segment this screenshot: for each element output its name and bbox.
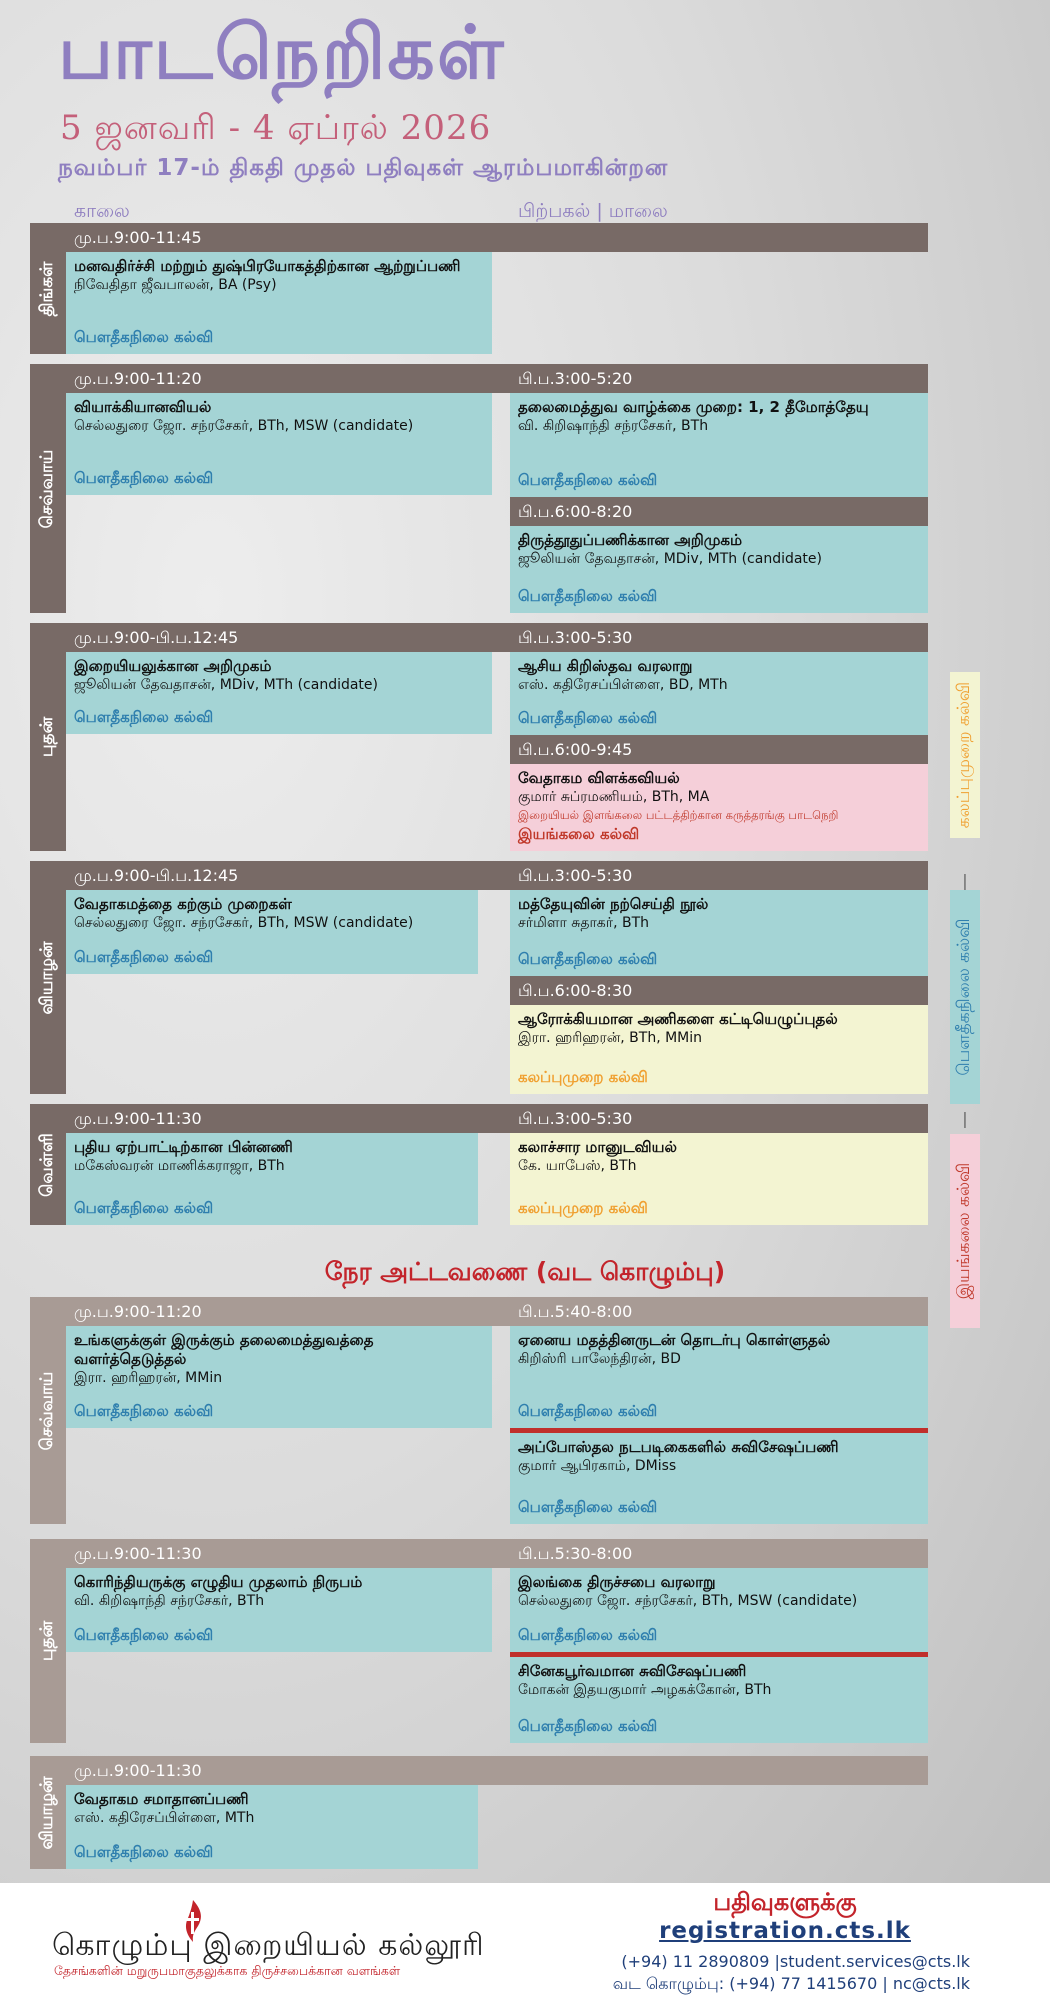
time-pm: பி.ப.3:00-5:30	[518, 866, 633, 885]
time-bar-friday	[66, 1104, 928, 1133]
north-course-card-tuesday-pm1[interactable]	[510, 1326, 928, 1428]
course-card-friday-am[interactable]	[66, 1133, 478, 1225]
course-category: பௌதீகநிலை கல்வி	[518, 1717, 658, 1735]
course-category: பௌதீகநிலை கல்வி	[74, 948, 214, 966]
day-label-thursday: வியாழன்	[37, 1776, 57, 1849]
north-time-bar-tuesday	[66, 1297, 928, 1326]
time-pm: பி.ப.5:30-8:00	[518, 1544, 633, 1563]
course-instructor: மகேஸ்வரன் மாணிக்கராஜா, BTh	[74, 1158, 285, 1174]
north-course-card-tuesday-am[interactable]	[66, 1326, 492, 1428]
course-instructor: எஸ். கதிரேசப்பிள்ளை, MTh	[74, 1810, 255, 1826]
registration-heading: பதிவுகளுக்கு	[713, 1888, 857, 1916]
time-bar-thursday	[66, 861, 928, 890]
course-title: வேதாகம விளக்கவியல்	[518, 769, 680, 787]
course-title: வியாக்கியானவியல்	[74, 398, 212, 416]
time-bar-monday-am: மு.ப.9:00-11:45	[66, 223, 928, 252]
day-label-wednesday: புதன்	[37, 1620, 57, 1662]
time-pm: பி.ப.3:00-5:30	[518, 1109, 633, 1128]
course-category: பௌதீகநிலை கல்வி	[74, 469, 214, 487]
course-title: இலங்கை திருச்சபை வரலாறு	[518, 1573, 716, 1591]
course-category: பௌதீகநிலை கல்வி	[518, 587, 658, 605]
day-column-tuesday	[30, 364, 66, 613]
north-time-bar-thursday: மு.ப.9:00-11:30	[66, 1756, 928, 1785]
course-title: மத்தேயுவின் நற்செய்தி நூல்	[518, 895, 709, 913]
north-day-column-tuesday	[30, 1297, 66, 1524]
legend-physical-label: பௌதீகநிலை கல்வி	[954, 918, 974, 1076]
course-instructor: கே. யாபேஸ், BTh	[518, 1158, 637, 1174]
time-pm: பி.ப.3:00-5:20	[518, 369, 633, 388]
course-card-monday-am[interactable]	[66, 252, 492, 354]
course-category: பௌதீகநிலை கல்வி	[74, 1402, 214, 1420]
north-day-column-wednesday	[30, 1539, 66, 1743]
registration-start-notice: நவம்பர் 17-ம் திகதி முதல் பதிவுகள் ஆரம்பமாகின்றன	[58, 155, 669, 181]
page-title: பாடநெறிகள்	[58, 10, 506, 96]
north-time-bar-wednesday	[66, 1539, 928, 1568]
course-instructor: நிவேதிதா ஜீவபாலன், BA (Psy)	[74, 277, 277, 293]
day-column-friday	[30, 1104, 66, 1225]
course-title: அப்போஸ்தல நடபடிகைகளில் சுவிசேஷப்பணி	[518, 1438, 839, 1456]
day-label-friday: வெள்ளி	[37, 1132, 57, 1197]
course-category: பௌதீகநிலை கல்வி	[518, 1402, 658, 1420]
time-bar-wednesday-pm2: பி.ப.6:00-9:45	[510, 735, 928, 764]
course-title: சினேகபூர்வமான சுவிசேஷப்பணி	[518, 1662, 747, 1680]
course-category: பௌதீகநிலை கல்வி	[518, 471, 658, 489]
course-card-wednesday-pm1[interactable]	[510, 652, 928, 735]
college-tagline: தேசங்களின் மறுருபமாகுதலுக்காக திருச்சபைக்கான வளங்கள்	[54, 1963, 401, 1978]
course-instructor: குமார் சுப்ரமணியம், BTh, MA	[518, 789, 710, 805]
course-instructor: கிறிஸ்ரி பாலேந்திரன், BD	[518, 1351, 681, 1367]
course-instructor: எஸ். கதிரேசப்பிள்ளை, BD, MTh	[518, 677, 728, 693]
time-am: மு.ப.9:00-11:20	[74, 369, 202, 388]
course-instructor: செல்லதுரை ஜோ. சந்ரசேகர், BTh, MSW (candidate)	[74, 915, 414, 931]
registration-link[interactable]: registration.cts.lk	[659, 1918, 911, 1944]
course-category: பௌதீகநிலை கல்வி	[518, 709, 658, 727]
morning-column-heading: காலை	[74, 200, 130, 222]
legend-hybrid-label: கலப்புமுறை கல்வி	[954, 681, 974, 829]
course-instructor: குமார் ஆபிரகாம், DMiss	[518, 1458, 677, 1474]
course-instructor: ஜூலியன் தேவதாசன், MDiv, MTh (candidate)	[518, 551, 823, 567]
course-instructor: இரா. ஹரிஹரன், BTh, MMin	[518, 1030, 703, 1046]
college-name: கொழும்பு இறையியல் கல்லூரி	[52, 1928, 485, 1963]
time-am: மு.ப.9:00-பி.ப.12:45	[74, 866, 239, 885]
course-card-tuesday-am[interactable]	[66, 393, 492, 495]
legend-separator: |	[962, 871, 968, 890]
course-card-tuesday-pm1[interactable]	[510, 393, 928, 497]
course-category: இயங்கலை கல்வி	[518, 825, 640, 843]
legend-physical	[950, 890, 980, 1104]
north-course-card-wednesday-pm2[interactable]	[510, 1657, 928, 1743]
north-day-column-thursday	[30, 1756, 66, 1869]
time-am: மு.ப.9:00-11:20	[74, 1302, 202, 1321]
time-bar-tuesday	[66, 364, 928, 393]
north-course-card-wednesday-pm1[interactable]	[510, 1568, 928, 1652]
north-course-card-tuesday-pm2[interactable]	[510, 1433, 928, 1524]
time-pm: பி.ப.5:40-8:00	[518, 1302, 633, 1321]
term-dates: 5 ஜனவரி - 4 ஏப்ரல் 2026	[60, 108, 492, 148]
course-instructor: வி. கிறிஷாந்தி சந்ரசேகர், BTh	[74, 1593, 265, 1609]
course-instructor: சர்மிளா சுதாகர், BTh	[518, 915, 650, 931]
course-card-tuesday-pm2[interactable]	[510, 526, 928, 613]
day-label-monday: திங்கள்	[37, 260, 57, 317]
day-column-thursday	[30, 861, 66, 1094]
course-card-wednesday-am[interactable]	[66, 652, 492, 734]
day-label-wednesday: புதன்	[37, 716, 57, 758]
course-title: வேதாகமத்தை கற்கும் முறைகள்	[74, 895, 292, 913]
course-title: இறையியலுக்கான அறிமுகம்	[74, 657, 272, 675]
time-bar-wednesday	[66, 623, 928, 652]
day-label-tuesday: செவ்வாய்	[37, 449, 57, 528]
course-category: பௌதீகநிலை கல்வி	[518, 1626, 658, 1644]
time-am: மு.ப.9:00-11:30	[74, 1544, 202, 1563]
legend-online	[950, 1134, 980, 1328]
course-instructor: ஜூலியன் தேவதாசன், MDiv, MTh (candidate)	[74, 677, 379, 693]
time-bar-tuesday-pm2: பி.ப.6:00-8:20	[510, 497, 928, 526]
day-column-monday	[30, 223, 66, 354]
time-am: மு.ப.9:00-பி.ப.12:45	[74, 628, 239, 647]
day-label-tuesday: செவ்வாய்	[37, 1371, 57, 1450]
delivery-mode-legend	[950, 672, 980, 1328]
course-title: புதிய ஏற்பாட்டிற்கான பின்னணி	[74, 1138, 293, 1156]
time-pm: பி.ப.3:00-5:30	[518, 628, 633, 647]
course-category: பௌதீகநிலை கல்வி	[518, 1498, 658, 1516]
course-title: திருத்தூதுப்பணிக்கான அறிமுகம்	[518, 531, 743, 549]
course-card-thursday-pm2[interactable]	[510, 1005, 928, 1094]
course-instructor: செல்லதுரை ஜோ. சந்ரசேகர், BTh, MSW (candidate)	[518, 1593, 858, 1609]
course-card-thursday-pm1[interactable]	[510, 890, 928, 976]
day-column-wednesday	[30, 623, 66, 851]
course-instructor: வி. கிறிஷாந்தி சந்ரசேகர், BTh	[518, 418, 709, 434]
course-category: கலப்புமுறை கல்வி	[518, 1199, 648, 1217]
day-label-thursday: வியாழன்	[37, 941, 57, 1014]
course-title: ஏனைய மதத்தினருடன் தொடர்பு கொள்ளுதல்	[518, 1331, 831, 1349]
course-instructor: செல்லதுரை ஜோ. சந்ரசேகர், BTh, MSW (candidate)	[74, 418, 414, 434]
course-title: உங்களுக்குள் இருக்கும் தலைமைத்துவத்தை வளர்த்தெடுத்தல்	[74, 1331, 374, 1368]
course-card-friday-pm1[interactable]	[510, 1133, 928, 1225]
course-category: பௌதீகநிலை கல்வி	[518, 950, 658, 968]
north-course-card-wednesday-am[interactable]	[66, 1568, 492, 1652]
course-category: பௌதீகநிலை கல்வி	[74, 1626, 214, 1644]
course-note: இறையியல் இளங்கலை பட்டத்திற்கான கருத்தரங்கு பாடநெறி	[518, 808, 839, 822]
course-instructor: மோகன் இதயகுமார் அழகக்கோன், BTh	[518, 1682, 772, 1698]
time-am: மு.ப.9:00-11:30	[74, 1109, 202, 1128]
contact-main: (+94) 11 2890809 |student.services@cts.lk	[621, 1952, 970, 1971]
contact-north-colombo: வட கொழும்பு: (+94) 77 1415670 | nc@cts.lk	[612, 1974, 970, 1993]
course-category: பௌதீகநிலை கல்வி	[74, 1199, 214, 1217]
course-title: வேதாகம சமாதானப்பணி	[74, 1790, 249, 1808]
legend-separator: |	[962, 1109, 968, 1128]
time-bar-thursday-pm2: பி.ப.6:00-8:30	[510, 976, 928, 1005]
course-title: தலைமைத்துவ வாழ்க்கை முறை: 1, 2 தீமோத்தேயு	[518, 398, 869, 416]
course-title: கொரிந்தியருக்கு எழுதிய முதலாம் நிருபம்	[74, 1573, 363, 1591]
course-category: பௌதீகநிலை கல்வி	[74, 328, 214, 346]
course-card-wednesday-pm2[interactable]	[510, 764, 928, 851]
course-category: பௌதீகநிலை கல்வி	[74, 708, 214, 726]
course-instructor: இரா. ஹரிஹரன், MMin	[74, 1370, 223, 1386]
north-colombo-schedule-title: நேர அட்டவணை (வட கொழும்பு)	[324, 1257, 726, 1286]
legend-hybrid	[950, 672, 980, 838]
course-title: ஆரோக்கியமான அணிகளை கட்டியெழுப்புதல்	[518, 1010, 838, 1028]
legend-online-label: இயங்கலை கல்வி	[954, 1162, 974, 1300]
course-title: கலாச்சார மானுடவியல்	[518, 1138, 677, 1156]
course-category: கலப்புமுறை கல்வி	[518, 1068, 648, 1086]
course-title: மனவதிர்ச்சி மற்றும் துஷ்பிரயோகத்திற்கான ஆற்றுப்பணி	[74, 257, 461, 275]
course-title: ஆசிய கிறிஸ்தவ வரலாறு	[518, 657, 693, 675]
afternoon-evening-column-heading: பிற்பகல் | மாலை	[518, 200, 668, 222]
course-card-thursday-am[interactable]	[66, 890, 478, 974]
course-category: பௌதீகநிலை கல்வி	[74, 1843, 214, 1861]
north-course-card-thursday-am[interactable]	[66, 1785, 478, 1869]
